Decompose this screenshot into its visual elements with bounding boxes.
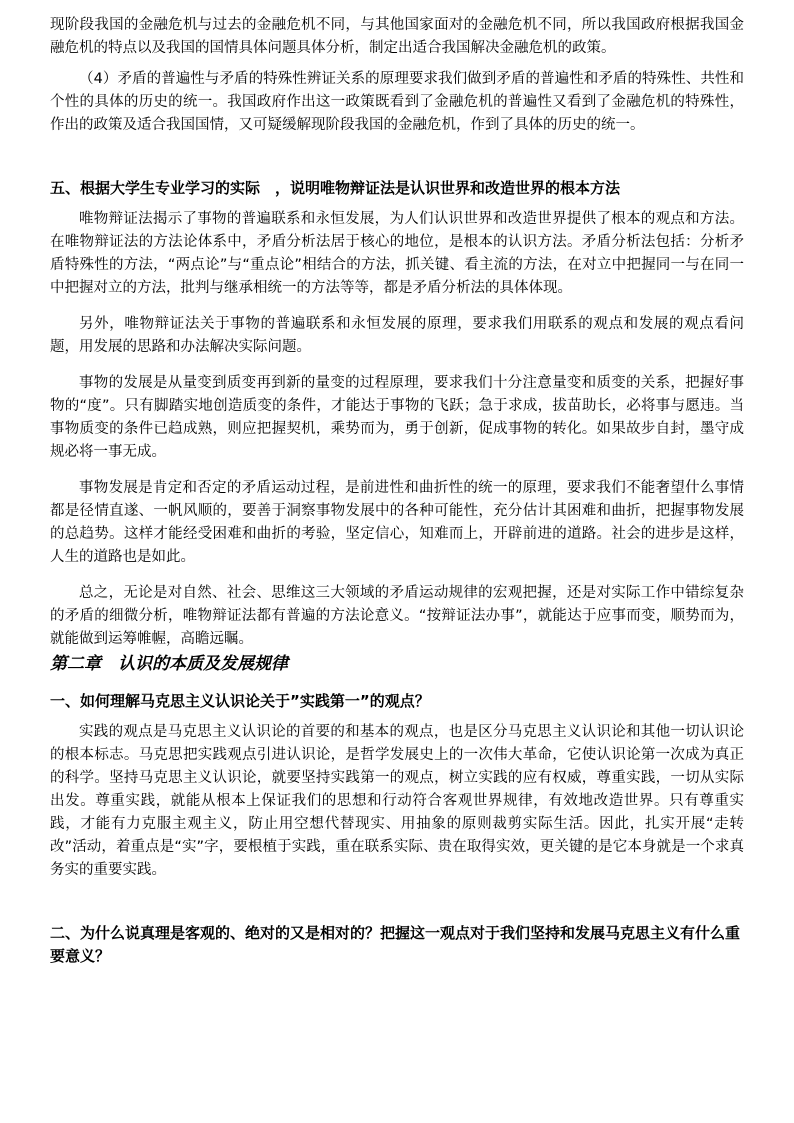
question-heading-1: 一、如何理解马克思主义认识论关于”实践第一”的观点？ <box>50 692 430 710</box>
chapter-title: 第二章 认识的本质及发展规律 <box>50 654 288 674</box>
section5-paragraph-1: 唯物辩证法揭示了事物的普遍联系和永恒发展，为人们认识世界和改造世界提供了根本的观点和方法。在唯物辩证法的方法论体系中，矛盾分析法居于核心的地位，是根本的认识方法。矛盾分析法包括：分析矛盾特殊性的方法，“两点论”与“重点论”相结合的方法，抓关键、看主流的方法，在对立中把握同一与在同一中把握对立的方法，批判与继承相统一的方法等等，都是矛盾分析法的具体体现。 <box>50 211 744 296</box>
paragraph-point-4: （4）矛盾的普遍性与矛盾的特殊性辨证关系的原理要求我们做到矛盾的普遍性和矛盾的特殊性、共性和个性的具体的历史的统一。我国政府作出这一政策既看到了金融危机的普遍性又看到了金融危机的特殊性，作出的政策及适合我国国情，又可疑缓解现阶段我国的金融危机，作到了具体的历史的统一。 <box>50 71 744 133</box>
section-heading-5: 五、根据大学生专业学习的实际 ，说明唯物辩证法是认识世界和改造世界的根本方法 <box>50 179 621 197</box>
section5-paragraph-3: 事物的发展是从量变到质变再到新的量变的过程原理，要求我们十分注意量变和质变的关系，把握好事物的“度”。只有脚踏实地创造质变的条件，才能达于事物的飞跃；急于求成，拔苗助长，必将事与愿违。当事物质变的条件已趋成熟，则应把握契机，乘势而为，勇于创新，促成事物的转化。如果故步自封，墨守成规必将一事无成。 <box>50 375 744 460</box>
question-heading-2: 二、为什么说真理是客观的、绝对的又是相对的？把握这一观点对于我们坚持和发展马克思主义有什么重要意义？ <box>50 924 741 965</box>
section5-paragraph-5: 总之，无论是对自然、社会、思维这三大领域的矛盾运动规律的宏观把握，还是对实际工作中错综复杂的矛盾的细微分析，唯物辩证法都有普遍的方法论意义。“按辩证法办事”，就能达于应事而变，顺势而为，就能做到运筹帷幄，高瞻远瞩。 <box>50 585 744 647</box>
paragraph-continued: 现阶段我国的金融危机与过去的金融危机不同，与其他国家面对的金融危机不同，所以我国政府根据我国金融危机的特点以及我国的国情具体问题具体分析，制定出适合我国解决金融危机的政策。 <box>50 17 744 56</box>
section5-paragraph-4: 事物发展是肯定和否定的矛盾运动过程，是前进性和曲折性的统一的原理，要求我们不能奢望什么事情都是径情直遂、一帆风顺的，要善于洞察事物发展中的各种可能性，充分估计其困难和曲折，把握事物发展的总趋势。这样才能经受困难和曲折的考验，坚定信心，知难而上，开辟前进的道路。社会的进步是这样，人生的道路也是如此。 <box>50 480 744 565</box>
question1-paragraph: 实践的观点是马克思主义认识论的首要的和基本的观点，也是区分马克思主义认识论和其他一切认识论的根本标志。马克思把实践观点引进认识论，是哲学发展史上的一次伟大革命，它使认识论第一次成为真正的科学。坚持马克思主义认识论，就要坚持实践第一的观点，树立实践的应有权威，尊重实践，一切从实际出发。尊重实践，就能从根本上保证我们的思想和行动符合客观世界规律，有效地改造世界。只有尊重实践，才能有力克服主观主义，防止用空想代替现实、用抽象的原则裁剪实际生活。因此，扎实开展“走转改”活动，着重点是“实”字，要根植于实践，重在联系实际、贵在取得实效，更关键的是它本身就是一个求真务实的重要实践。 <box>50 724 744 878</box>
section5-paragraph-2: 另外，唯物辩证法关于事物的普遍联系和永恒发展的原理，要求我们用联系的观点和发展的观点看问题，用发展的思路和办法解决实际问题。 <box>50 316 744 355</box>
